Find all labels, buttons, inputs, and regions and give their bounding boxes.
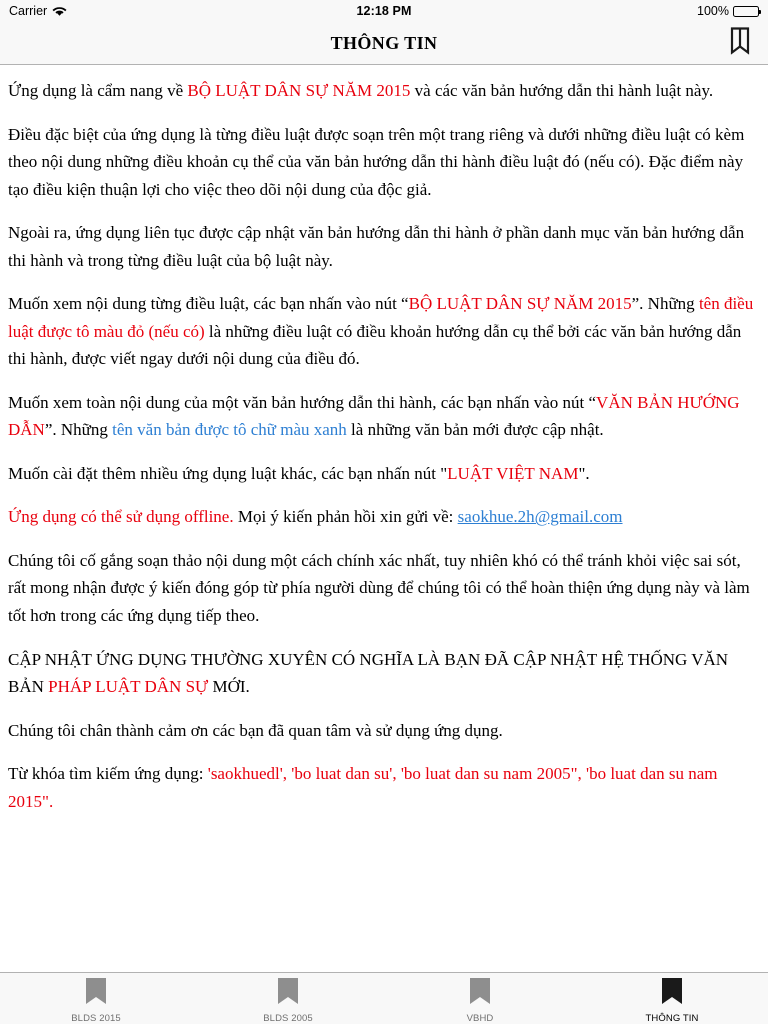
p4-text-e: là những điều luật có điều khoản hướng dẫn cụ thể bởi các văn bản hướng dẫn thi hành, được viết ngay dưới nội dung của điều đó.	[8, 321, 742, 369]
tab-thong-tin[interactable]	[576, 973, 768, 1024]
support-email-link[interactable]: saokhue.2h@gmail.com	[457, 507, 623, 527]
bookmark-button[interactable]	[728, 27, 752, 60]
paragraph-update-notice	[8, 646, 760, 701]
p9-highlight-phapluatdansu: PHÁP LUẬT DÂN SỰ	[48, 677, 209, 697]
status-bar-right	[697, 4, 759, 18]
p4-text-a: Muốn xem nội dung từng điều luật, các bạn nhấn vào nút “	[8, 294, 409, 314]
tab-vbhd[interactable]	[384, 973, 576, 1024]
book-icon	[659, 977, 685, 1012]
paragraph-other-apps	[8, 460, 760, 488]
p5-text-e: là những văn bản mới được cập nhật.	[346, 420, 604, 440]
nav-bar	[0, 22, 768, 65]
battery-full-icon	[733, 6, 759, 17]
book-icon	[467, 977, 493, 1012]
p4-red-note: tên điều luật được tô màu đỏ (nếu có)	[8, 294, 754, 341]
p7-text-b: Mọi ý kiến phản hồi xin gửi về:	[233, 507, 458, 527]
paragraph-updates: Ngoài ra, ứng dụng liên tục được cập nhật văn bản hướng dẫn thi hành ở phần danh mục văn bản hướng dẫn thi hành và trong từng điều luật của bộ luật này.	[8, 223, 745, 270]
book-icon	[83, 977, 109, 1012]
page-title: THÔNG TIN	[330, 32, 438, 53]
p6-text-a: Muốn cài đặt thêm nhiều ứng dụng luật khác, các bạn nhấn nút "	[8, 463, 448, 483]
p6-text-c: ".	[578, 463, 590, 483]
p5-text-a: Muốn xem toàn nội dung của một văn bản hướng dẫn thi hành, các bạn nhấn vào nút “	[8, 392, 597, 412]
status-bar-clock: 12:18 PM	[356, 4, 412, 18]
p4-button-name-code: BỘ LUẬT DÂN SỰ NĂM 2015	[408, 294, 632, 314]
p11-text-a: Từ khóa tìm kiếm ứng dụng:	[8, 764, 208, 784]
p9-text-c: MỚI.	[208, 677, 250, 697]
tab-blds-2005[interactable]	[192, 973, 384, 1024]
carrier-label: Carrier	[9, 4, 48, 18]
p6-button-name-luatvietnam: LUẬT VIỆT NAM	[447, 463, 579, 483]
tab-label-blds-2005: BLDS 2005	[263, 1012, 313, 1024]
p4-text-c: ”. Những	[631, 294, 699, 314]
paragraph-offline-contact	[8, 503, 760, 531]
paragraph-disclaimer: Chúng tôi cố gắng soạn thảo nội dung một cách chính xác nhất, tuy nhiên khó có thể tránh khỏi việc sai sót, rất mong nhận được ý kiến đóng góp từ phía người dùng để chúng tôi có thể hoàn thiện ứng dụng này và làm tốt hơn trong các ứng dụng tiếp theo.	[8, 550, 750, 625]
paragraph-intro	[8, 77, 760, 105]
p7-offline-note: Ứng dụng có thể sử dụng offline.	[8, 507, 234, 527]
paragraph-keywords	[8, 760, 760, 815]
p11-keywords: 'saokhuedl', 'bo luat dan su', 'bo luat dan su nam 2005", 'bo luat dan su nam 2015".	[8, 764, 718, 811]
p1-text-a: Ứng dụng là cẩm nang về	[8, 81, 188, 100]
paragraph-howto-articles	[8, 290, 760, 373]
status-bar	[0, 0, 768, 22]
p1-highlight-code-2015: BỘ LUẬT DÂN SỰ NĂM 2015	[187, 81, 411, 100]
tab-bar	[0, 972, 768, 1024]
tab-label-vbhd: VBHD	[466, 1012, 494, 1024]
info-content[interactable]	[0, 65, 768, 972]
p1-text-c: và các văn bản hướng dẫn thi hành luật này.	[410, 81, 714, 100]
p5-text-c: ”. Những	[44, 420, 113, 440]
paragraph-thanks: Chúng tôi chân thành cảm ơn các bạn đã quan tâm và sử dụng ứng dụng.	[8, 720, 503, 740]
tab-label-thong-tin: THÔNG TIN	[645, 1012, 699, 1024]
p5-button-name-vbhd: VĂN BẢN HƯỚNG DẪN	[8, 392, 740, 440]
tab-blds-2015[interactable]	[0, 973, 192, 1024]
p9-text-a: CẬP NHẬT ỨNG DỤNG THƯỜNG XUYÊN CÓ NGHĨA LÀ BẠN ĐÃ CẬP NHẬT HỆ THỐNG VĂN BẢN	[8, 649, 729, 697]
tab-label-blds-2015: BLDS 2015	[71, 1012, 121, 1024]
paragraph-feature: Điều đặc biệt của ứng dụng là từng điều luật được soạn trên một trang riêng và dưới những điều luật có kèm theo nội dung những điều khoản cụ thể của văn bản hướng dẫn thi hành điều luật đó (nếu có). Đặc điểm này tạo điều kiện thuận lợi cho việc theo dõi nội dung của độc giả.	[8, 124, 745, 199]
book-icon	[275, 977, 301, 1012]
battery-percent-label: 100%	[697, 4, 729, 18]
paragraph-howto-documents	[8, 389, 760, 444]
bookmark-icon	[728, 27, 752, 60]
p5-blue-note: tên văn bản được tô chữ màu xanh	[112, 420, 347, 440]
